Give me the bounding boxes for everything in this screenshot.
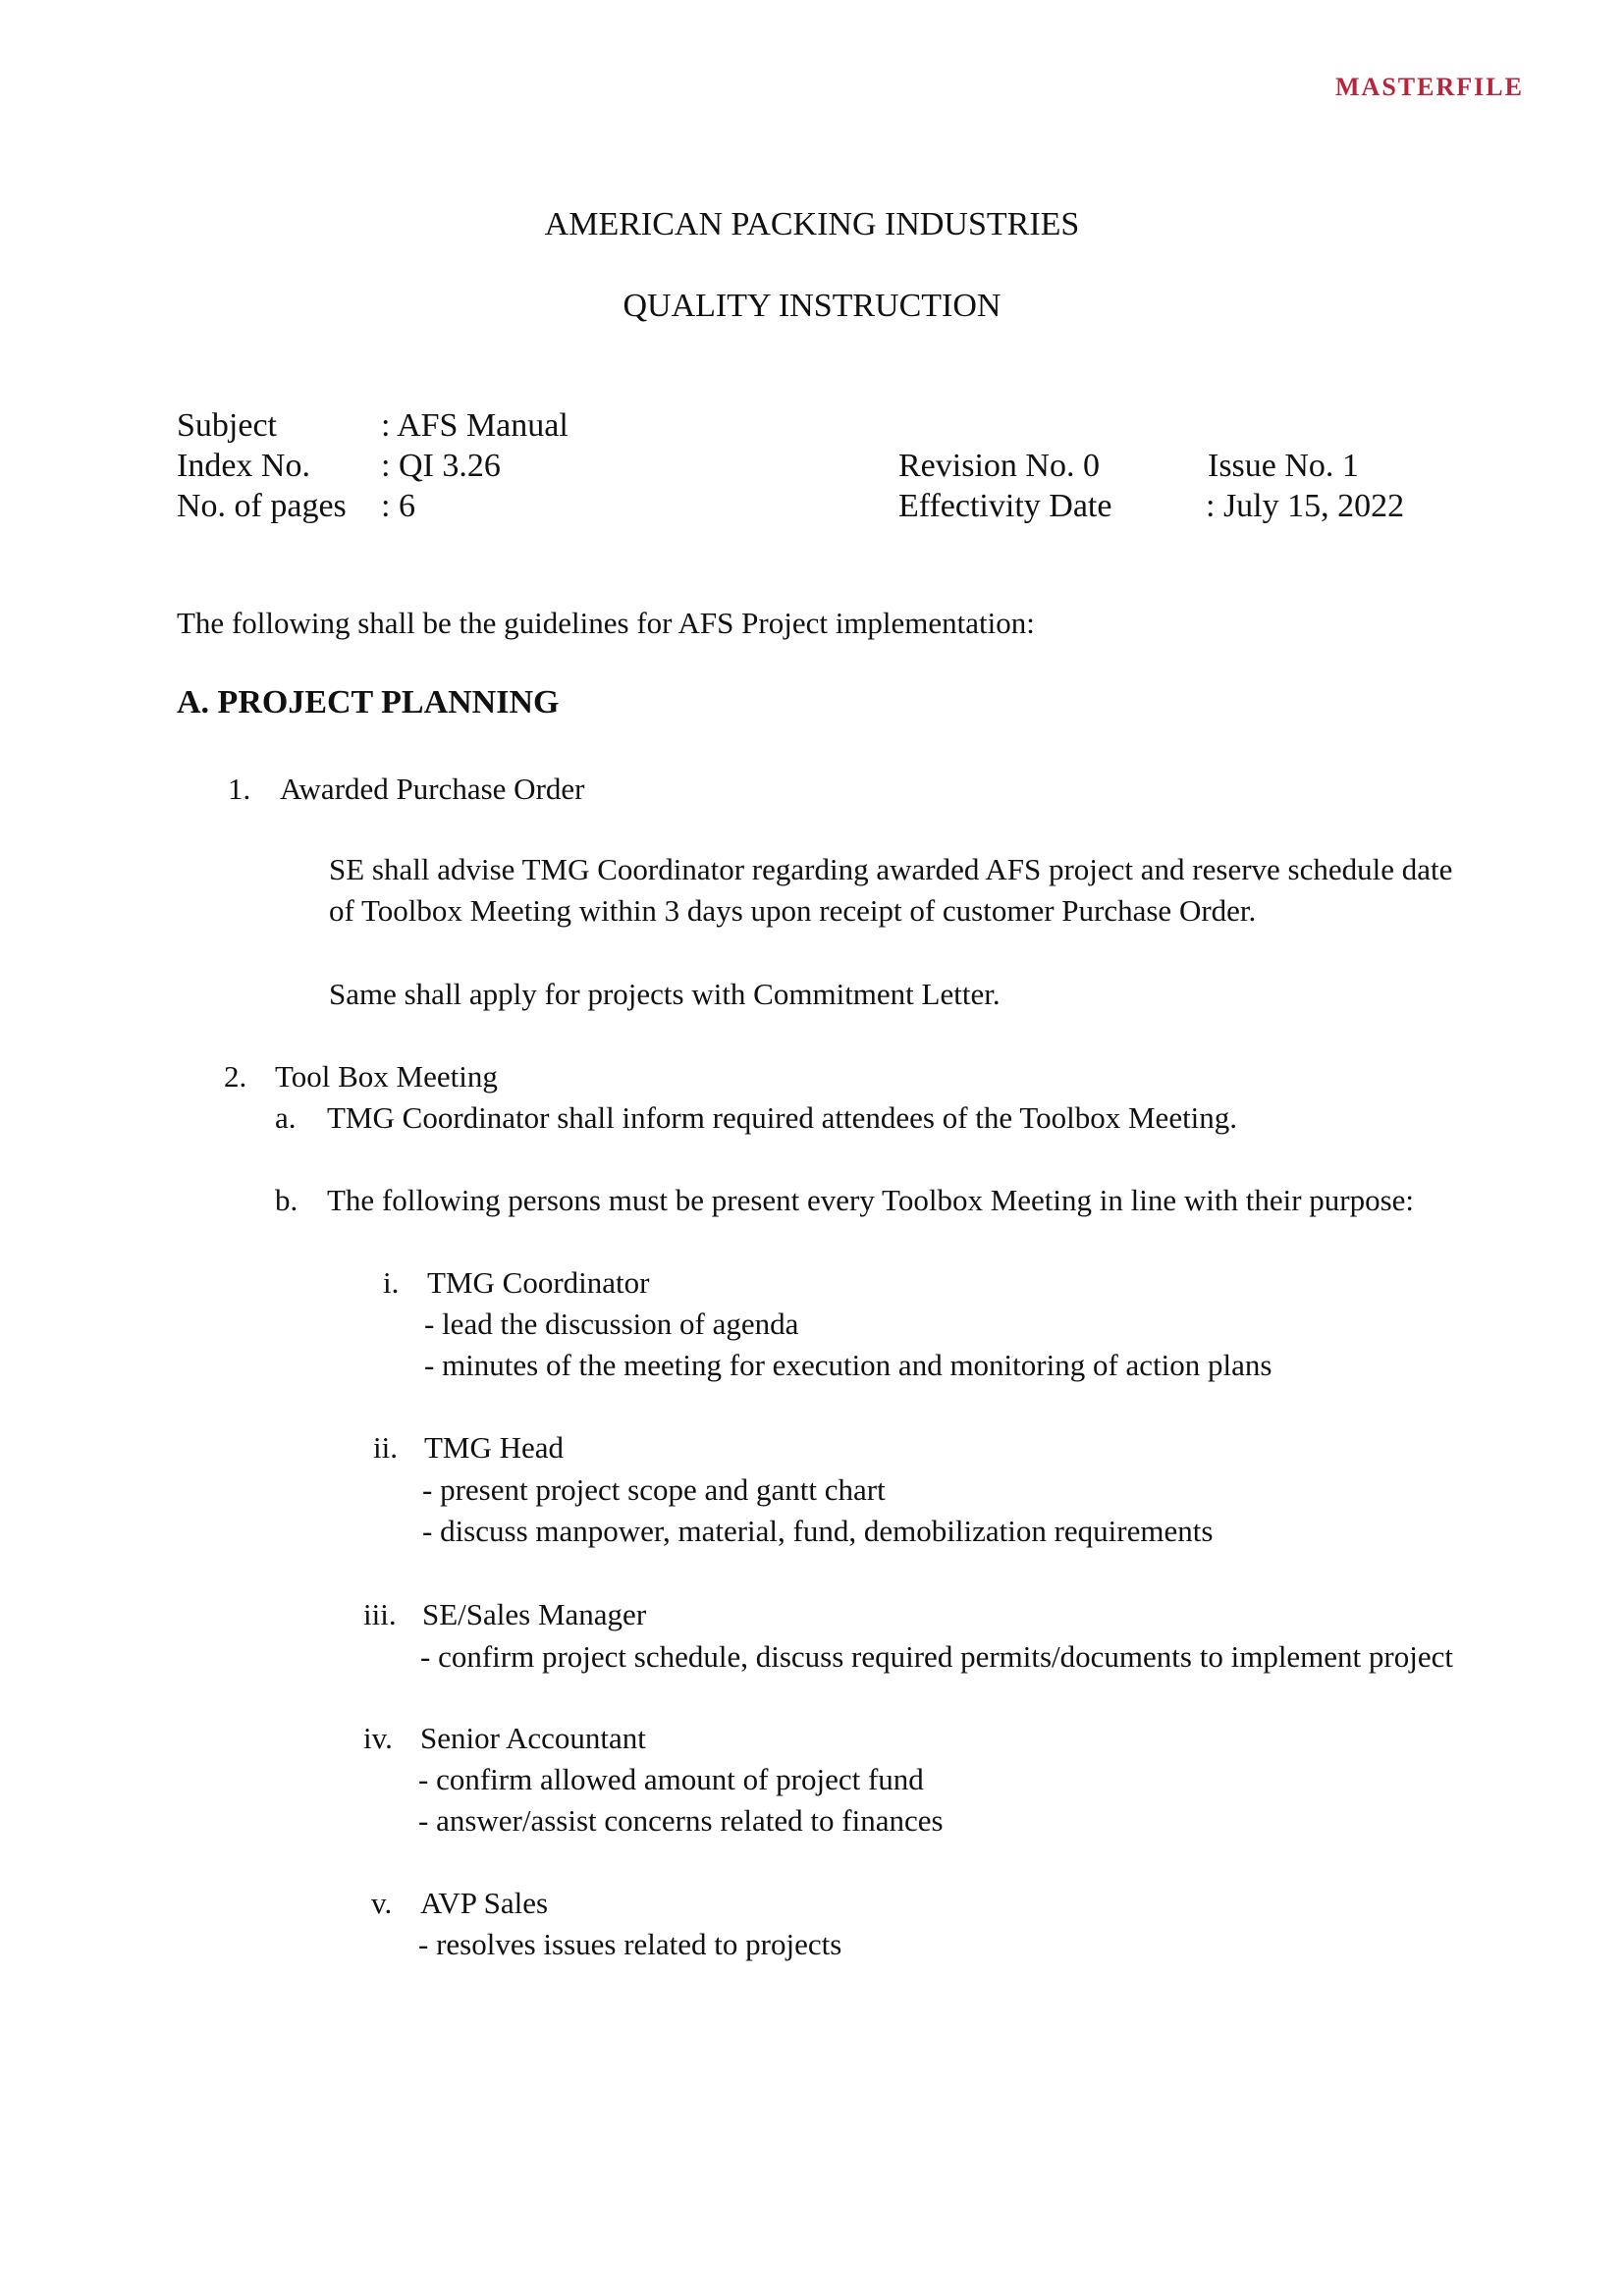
effectivity-date: : July 15, 2022: [1206, 488, 1405, 524]
role-number: i.: [383, 1265, 400, 1300]
index-label: Index No.: [177, 448, 310, 484]
company-name: AMERICAN PACKING INDUSTRIES: [544, 206, 1080, 242]
item-2b-text: The following persons must be present every Toolbox Meeting in line with their purpose:: [327, 1183, 1415, 1217]
role-number: v.: [371, 1886, 393, 1920]
item-1-paragraph-2: Same shall apply for projects with Commitment Letter.: [329, 977, 1001, 1011]
role-title: TMG Coordinator: [427, 1265, 650, 1300]
role-number: ii.: [373, 1430, 398, 1465]
item-2-number: 2.: [224, 1059, 247, 1094]
document-type: QUALITY INSTRUCTION: [623, 288, 1001, 324]
role-title: TMG Head: [424, 1430, 565, 1465]
item-1-paragraph-line-2: of Toolbox Meeting within 3 days upon receipt of customer Purchase Order.: [329, 893, 1257, 928]
role-duty: - answer/assist concerns related to finances: [418, 1803, 944, 1838]
role-duty: - present project scope and gantt chart: [422, 1472, 886, 1507]
role-duty: - confirm allowed amount of project fund: [418, 1762, 924, 1796]
role-duty: - minutes of the meeting for execution and monitoring of action plans: [424, 1348, 1272, 1382]
subject-value: : AFS Manual: [381, 407, 568, 444]
role-number: iii.: [363, 1597, 397, 1631]
pages-value: : 6: [381, 488, 415, 524]
role-title: AVP Sales: [420, 1886, 549, 1920]
item-1-title: Awarded Purchase Order: [280, 772, 585, 806]
subject-label: Subject: [177, 407, 277, 444]
item-2a-text: TMG Coordinator shall inform required attendees of the Toolbox Meeting.: [327, 1100, 1238, 1135]
role-duty: - discuss manpower, material, fund, demobilization requirements: [422, 1514, 1214, 1548]
revision-number: Revision No. 0: [898, 448, 1100, 484]
role-title: SE/Sales Manager: [422, 1597, 647, 1631]
pages-label: No. of pages: [177, 488, 347, 524]
role-duty: - lead the discussion of agenda: [424, 1307, 799, 1341]
issue-number: Issue No. 1: [1208, 448, 1359, 484]
index-value: : QI 3.26: [381, 448, 501, 484]
intro-text: The following shall be the guidelines for AFS Project implementation:: [177, 606, 1035, 640]
section-a-heading: A. PROJECT PLANNING: [177, 684, 560, 721]
item-1-paragraph-line-1: SE shall advise TMG Coordinator regarding awarded AFS project and reserve schedule date: [329, 852, 1453, 886]
role-duty: - confirm project schedule, discuss required permits/documents to implement project: [420, 1639, 1453, 1674]
item-2b-letter: b.: [275, 1183, 298, 1217]
role-title: Senior Accountant: [420, 1721, 646, 1755]
item-2a-letter: a.: [275, 1100, 297, 1135]
role-duty: - resolves issues related to projects: [418, 1927, 842, 1961]
effectivity-label: Effectivity Date: [898, 488, 1112, 524]
item-2-title: Tool Box Meeting: [275, 1059, 498, 1094]
role-number: iv.: [363, 1721, 393, 1755]
masterfile-stamp: MASTERFILE: [1335, 73, 1524, 101]
item-1-number: 1.: [228, 772, 251, 806]
